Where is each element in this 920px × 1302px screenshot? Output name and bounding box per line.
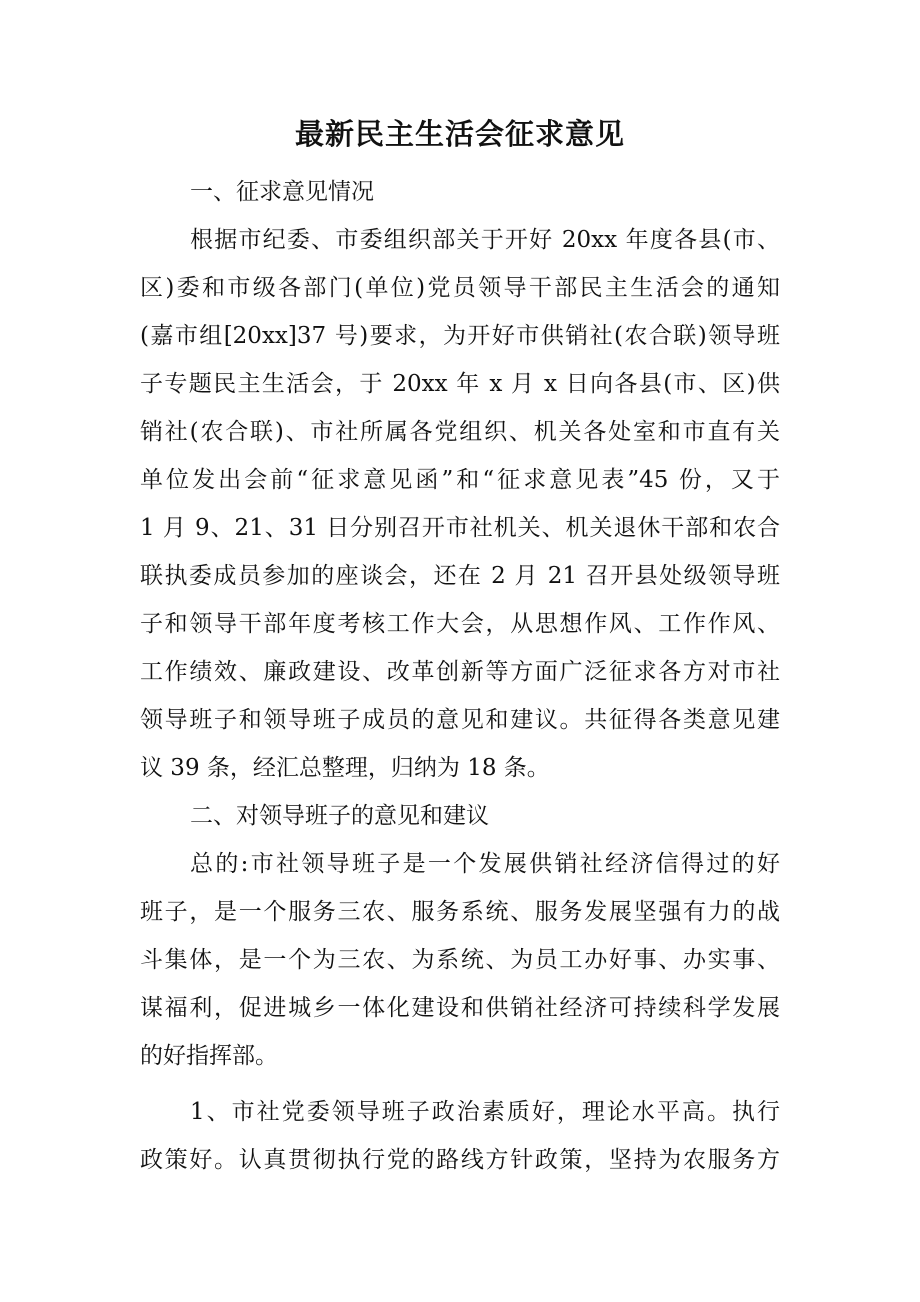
paragraph-line: 1 月 9、21、31 日分别召开市社机关、机关退休干部和农合	[140, 515, 780, 541]
paragraph-line: 政策好。认真贯彻执行党的路线方针政策，坚持为农服务方	[140, 1147, 780, 1173]
section-heading-1: 一、征求意见情况	[190, 179, 374, 205]
paragraph-line: 总的:市社领导班子是一个发展供销社经济信得过的好	[190, 851, 780, 877]
paragraph-line: 子专题民主生活会，于 20xx 年 x 月 x 日向各县(市、区)供	[140, 371, 780, 397]
paragraph-line: 销社(农合联)、市社所属各党组织、机关各处室和市直有关	[140, 419, 780, 445]
paragraph-line: 单位发出会前“征求意见函”和“征求意见表”45 份，又于	[140, 467, 780, 493]
document-title: 最新民主生活会征求意见	[294, 117, 625, 151]
paragraph-line: 议 39 条，经汇总整理，归纳为 18 条。	[140, 755, 550, 781]
paragraph-line: 班子，是一个服务三农、服务系统、服务发展坚强有力的战	[140, 899, 780, 925]
paragraph-line: 子和领导干部年度考核工作大会，从思想作风、工作作风、	[140, 611, 780, 637]
paragraph-line: (嘉市组[20xx]37 号)要求，为开好市供销社(农合联)领导班	[140, 323, 780, 349]
paragraph-line: 1、市社党委领导班子政治素质好，理论水平高。执行	[190, 1099, 780, 1125]
paragraph-line: 谋福利，促进城乡一体化建设和供销社经济可持续科学发展	[140, 995, 780, 1021]
paragraph-line: 的好指挥部。	[140, 1043, 278, 1069]
paragraph-line: 工作绩效、廉政建设、改革创新等方面广泛征求各方对市社	[140, 659, 780, 685]
paragraph-line: 联执委成员参加的座谈会，还在 2 月 21 召开县处级领导班	[140, 563, 780, 589]
section-heading-2: 二、对领导班子的意见和建议	[190, 803, 489, 829]
paragraph-line: 斗集体，是一个为三农、为系统、为员工办好事、办实事、	[140, 947, 780, 973]
paragraph-line: 区)委和市级各部门(单位)党员领导干部民主生活会的通知	[140, 275, 780, 301]
paragraph-line: 根据市纪委、市委组织部关于开好 20xx 年度各县(市、	[190, 227, 780, 253]
paragraph-line: 领导班子和领导班子成员的意见和建议。共征得各类意见建	[140, 707, 780, 733]
